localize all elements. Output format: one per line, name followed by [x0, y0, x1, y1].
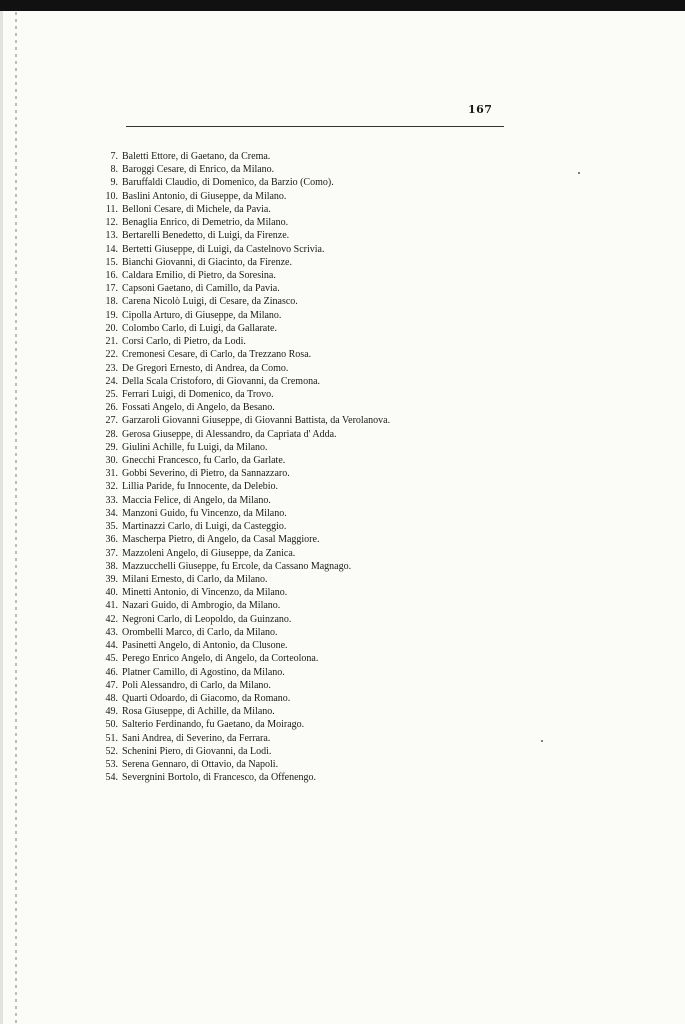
entry-number: 38. [105, 560, 118, 572]
list-item [96, 494, 390, 507]
list-item [96, 533, 390, 546]
list-item [96, 626, 390, 639]
list-item [96, 692, 390, 705]
entry-text: Cipolla Arturo, di Giuseppe, da Milano. [122, 309, 282, 321]
entry-number: 43. [105, 626, 118, 638]
entry-number: 53. [105, 759, 118, 771]
entry-text: Benaglia Enrico, di Demetrio, da Milano. [122, 217, 289, 229]
entry-number: 42. [105, 613, 118, 625]
entry-number: 14. [105, 243, 118, 255]
entry-text: Carena Nicolò Luigi, di Cesare, da Zinasco. [122, 296, 298, 308]
list-item [96, 190, 390, 203]
entry-text: Capsoni Gaetano, di Camillo, da Pavia. [122, 283, 280, 295]
entry-text: De Gregori Ernesto, di Andrea, da Como. [122, 362, 289, 374]
entry-text: Della Scala Cristoforo, di Giovanni, da Cremona. [122, 375, 321, 387]
entry-number: 49. [105, 706, 118, 718]
entry-text: Schenini Piero, di Giovanni, da Lodi. [122, 745, 272, 757]
entry-text: Negroni Carlo, di Leopoldo, da Guinzano. [122, 613, 292, 625]
entry-number: 15. [105, 256, 118, 268]
entry-text: Caldara Emilio, di Pietro, da Soresina. [122, 269, 276, 281]
entry-text: Minetti Antonio, di Vincenzo, da Milano. [122, 587, 288, 599]
entry-text: Mazzucchelli Giuseppe, fu Ercole, da Cassano Magnago. [122, 560, 352, 572]
entry-number: 25. [105, 388, 118, 400]
list-item [96, 216, 390, 229]
entry-text: Cremonesi Cesare, di Carlo, da Trezzano Rosa. [122, 349, 312, 361]
entry-number: 33. [105, 494, 118, 506]
list-item [96, 705, 390, 718]
name-list [96, 150, 390, 785]
list-item [96, 375, 390, 388]
list-item [96, 414, 390, 427]
binding-gutter-line [15, 12, 17, 1024]
list-item [96, 679, 390, 692]
entry-number: 44. [105, 640, 118, 652]
entry-number: 28. [105, 428, 118, 440]
list-item [96, 480, 390, 493]
list-item [96, 586, 390, 599]
list-item [96, 613, 390, 626]
list-item [96, 520, 390, 533]
entry-number: 40. [105, 587, 118, 599]
entry-number: 26. [105, 402, 118, 414]
entry-number: 35. [105, 521, 118, 533]
list-item [96, 282, 390, 295]
entry-text: Poli Alessandro, di Carlo, da Milano. [122, 679, 271, 691]
entry-number: 18. [105, 296, 118, 308]
entry-number: 10. [105, 190, 118, 202]
entry-text: Mascherpa Pietro, di Angelo, da Casal Maggiore. [122, 534, 320, 546]
entry-number: 21. [105, 336, 118, 348]
list-item [96, 401, 390, 414]
entry-text: Pasinetti Angelo, di Antonio, da Clusone. [122, 640, 288, 652]
entry-text: Gnecchi Francesco, fu Carlo, da Garlate. [122, 455, 286, 467]
scan-speck [541, 740, 543, 742]
entry-text: Fossati Angelo, di Angelo, da Besano. [122, 402, 275, 414]
entry-text: Perego Enrico Angelo, di Angelo, da Corteolona. [122, 653, 319, 665]
entry-text: Baslini Antonio, di Giuseppe, da Milano. [122, 190, 287, 202]
list-item [96, 150, 390, 163]
entry-number: 24. [105, 375, 118, 387]
entry-text: Corsi Carlo, di Pietro, da Lodi. [122, 336, 246, 348]
entry-text: Bianchi Giovanni, di Giacinto, da Firenze. [122, 256, 292, 268]
entry-text: Quarti Odoardo, di Giacomo, da Romano. [122, 692, 291, 704]
entry-text: Bertetti Giuseppe, di Luigi, da Castelnovo Scrivia. [122, 243, 325, 255]
list-item [96, 745, 390, 758]
entry-number: 52. [105, 745, 118, 757]
entry-number: 48. [105, 692, 118, 704]
scan-top-border [0, 0, 685, 11]
entry-text: Orombelli Marco, di Carlo, da Milano. [122, 626, 278, 638]
entry-number: 47. [105, 679, 118, 691]
entry-number: 34. [105, 507, 118, 519]
list-item [96, 256, 390, 269]
list-item [96, 454, 390, 467]
scan-speck [578, 172, 580, 174]
entry-number: 16. [105, 269, 118, 281]
entry-text: Sani Andrea, di Severino, da Ferrara. [122, 732, 271, 744]
entry-text: Nazari Guido, di Ambrogio, da Milano. [122, 600, 281, 612]
entry-text: Belloni Cesare, di Michele, da Pavia. [122, 203, 271, 215]
entry-text: Manzoni Guido, fu Vincenzo, da Milano. [122, 507, 287, 519]
entry-text: Gerosa Giuseppe, di Alessandro, da Capriata d' Adda. [122, 428, 337, 440]
entry-number: 30. [105, 455, 118, 467]
list-item [96, 309, 390, 322]
entry-text: Garzaroli Giovanni Giuseppe, di Giovanni Battista, da Verolanova. [122, 415, 391, 427]
entry-number: 32. [105, 481, 118, 493]
list-item [96, 666, 390, 679]
entry-number: 12. [105, 217, 118, 229]
entry-number: 7. [110, 151, 118, 162]
entry-number: 31. [105, 468, 118, 480]
entry-number: 41. [105, 600, 118, 612]
list-item [96, 269, 390, 282]
entry-number: 29. [105, 441, 118, 453]
entry-text: Severgnini Bortolo, di Francesco, da Offenengo. [122, 772, 317, 784]
entry-number: 46. [105, 666, 118, 678]
entry-text: Mazzoleni Angelo, di Giuseppe, da Zanica. [122, 547, 296, 559]
entry-text: Bertarelli Benedetto, di Luigi, da Firenze. [122, 230, 290, 242]
list-item [96, 348, 390, 361]
entry-text: Milani Ernesto, di Carlo, da Milano. [122, 574, 268, 585]
entry-number: 13. [105, 230, 118, 242]
entry-text: Baroggi Cesare, di Enrico, da Milano. [122, 164, 275, 176]
entry-number: 27. [105, 415, 118, 427]
entry-number: 11. [105, 203, 118, 215]
entry-number: 51. [105, 732, 118, 744]
entry-text: Salterio Ferdinando, fu Gaetano, da Moirago. [122, 719, 305, 731]
list-item [96, 229, 390, 242]
list-item [96, 295, 390, 308]
list-item [96, 573, 390, 586]
list-item [96, 362, 390, 375]
list-item [96, 243, 390, 256]
entry-number: 45. [105, 653, 118, 665]
scan-left-edge [0, 11, 3, 1024]
entry-number: 23. [105, 362, 118, 374]
list-item [96, 732, 390, 745]
entry-text: Platner Camillo, di Agostino, da Milano. [122, 666, 285, 678]
list-item [96, 203, 390, 216]
entry-text: Martinazzi Carlo, di Luigi, da Casteggio. [122, 521, 287, 533]
list-item [96, 163, 390, 176]
list-item [96, 322, 390, 335]
entry-text: Gobbi Severino, di Pietro, da Sannazzaro. [122, 468, 290, 480]
entry-text: Lillia Paride, fu Innocente, da Delebio. [122, 481, 279, 493]
entry-number: 17. [105, 283, 118, 295]
entry-text: Rosa Giuseppe, di Achille, da Milano. [122, 706, 275, 718]
list-item [96, 428, 390, 441]
entry-text: Serena Gennaro, di Ottavio, da Napoli. [122, 759, 279, 771]
entry-number: 54. [105, 772, 118, 784]
entry-text: Ferrari Luigi, di Domenico, da Trovo. [122, 388, 274, 400]
entry-number: 8. [110, 164, 118, 176]
list-item [96, 441, 390, 454]
list-item [96, 335, 390, 348]
entry-text: Giulini Achille, fu Luigi, da Milano. [122, 441, 268, 453]
list-item [96, 599, 390, 612]
entry-number: 9. [110, 177, 118, 189]
header-rule [126, 126, 504, 127]
list-item [96, 388, 390, 401]
list-item [96, 758, 390, 771]
entry-number: 50. [105, 719, 118, 731]
list-item [96, 771, 390, 784]
entry-number: 20. [105, 322, 118, 334]
entry-number: 19. [105, 309, 118, 321]
entry-text: Maccia Felice, di Angelo, da Milano. [122, 494, 271, 506]
list-item [96, 639, 390, 652]
entry-text: Colombo Carlo, di Luigi, da Gallarate. [122, 322, 277, 334]
list-item [96, 507, 390, 520]
list-item [96, 560, 390, 573]
page-number: 167 [468, 103, 493, 116]
list-item [96, 718, 390, 731]
entry-text: Baletti Ettore, di Gaetano, da Crema. [122, 151, 271, 162]
entry-number: 37. [105, 547, 118, 559]
entry-text: Baruffaldi Claudio, di Domenico, da Barzio (Como). [122, 177, 334, 189]
entry-number: 22. [105, 349, 118, 361]
list-item [96, 467, 390, 480]
list-item [96, 547, 390, 560]
entry-number: 39. [105, 574, 118, 585]
list-item [96, 176, 390, 189]
entry-number: 36. [105, 534, 118, 546]
list-item [96, 652, 390, 665]
